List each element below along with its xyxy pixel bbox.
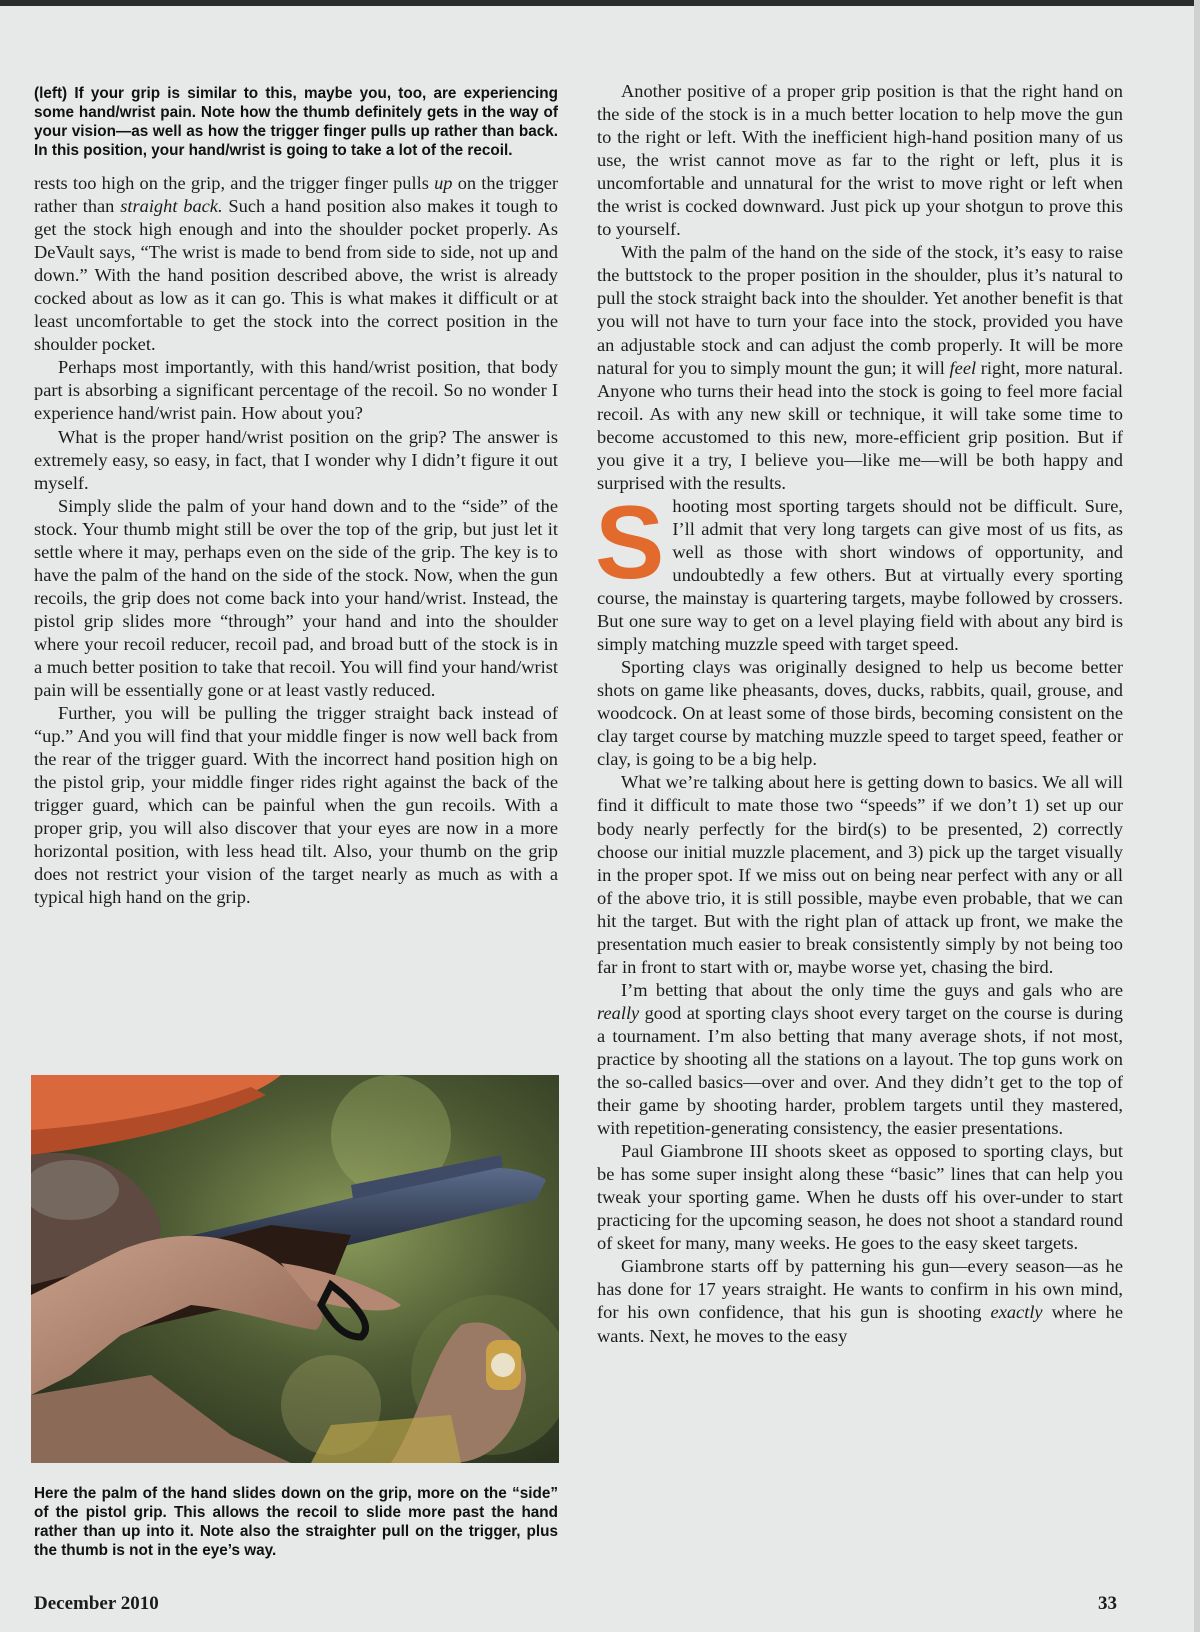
right-paragraph-6: I’m betting that about the only time the guys and gals who are really good at sporting clays shoot every target on the course is during a tournament. I’m also betting that many average shots, if not most, practice by shooting all the stations on a layout. The top guns work on the so-called basics—over and over. And they didn’t get to the top of their game by shooting harder, problem targets until they mastered, with repetition-generating consistency, the easier presentations. [597,979,1123,1139]
left-column-body [34,172,558,910]
left-paragraph-4: Simply slide the palm of your hand down and to the “side” of the stock. Your thumb might still be over the top of the grip, but just let it settle where it may, perhaps even on the side of the grip. The key is to have the palm of the hand on the side of the stock. Now, when the gun recoils, the grip does not come back into your hand/wrist. Instead, the pistol grip slides more “through” your hand and into the shoulder where your recoil reducer, recoil pad, and broad butt of the stock is in a much better position to take that recoil. You will find your hand/wrist pain will be essentially gone or at least vastly reduced. [34,495,558,701]
left-paragraph-5: Further, you will be pulling the trigger straight back instead of “up.” And you will find that your middle finger is now well back from the rear of the trigger guard. With the incorrect hand position high on the pistol grip, your middle finger rides right against the back of the trigger guard, which can be painful when the gun recoils. With a proper grip, you will also discover that your eyes are now in a more horizontal position, with less head tilt. Also, your thumb on the grip does not restrict your vision of the target nearly as much as with a typical high hand on the grip. [34,703,558,908]
right-paragraph-1: Another positive of a proper grip position is that the right hand on the side of the stock is in a much better location to help move the gun to the right or left. With the inefficient high-hand position many of us use, the wrist cannot move as far to the right or left, plus it is uncomfortable and unnatural for the wrist to move right or left when the wrist is cocked downward. Just pick up your shotgun to prove this to yourself. [597,81,1123,240]
right-paragraph-5: What we’re talking about here is getting down to basics. We all will find it difficult to mate those two “speeds” if we don’t 1) set up our body nearly perfectly for the bird(s) to be presented, 2) correctly choose our initial muzzle placement, and 3) pick up the target visually in the proper spot. If we miss out on being near perfect with any or all of the above trio, it is still possible, maybe even probable, that we can hit the target. But with the right plan of attack up front, we make the presentation much easier to break consistently simply by not being too far in front to start with or, maybe worse yet, chasing the bird. [597,772,1123,977]
page-top-edge [0,0,1200,6]
right-paragraph-4: Sporting clays was originally designed to help us become better shots on game like pheasants, doves, ducks, rabbits, quail, grouse, and woodcock. On at least some of those birds, becoming consistent on the clay target course by matching muzzle speed to target speed, feather or clay, is going to be a big help. [597,657,1123,770]
right-paragraph-2: With the palm of the hand on the side of the stock, it’s easy to raise the buttstock to the proper position in the shoulder, plus it’s natural to pull the stock straight back into the shoulder. Yet another benefit is that you will not have to turn your face into the stock, provided you have an adjustable stock and can adjust the comb properly. It will be more natural for you to simply mount the gun; it will feel right, more natural. Anyone who turns their head into the stock is going to feel more facial recoil. As with any new skill or technique, it will take some time to become accustomed to this new, more-efficient grip position. But if you give it a try, I believe you—like me—will be both happy and surprised with the results. [597,242,1123,493]
right-paragraph-7: Paul Giambrone III shoots skeet as opposed to sporting clays, but be has some super insight along these “basic” lines that can help you tweak your sporting game. When he dusts off his over-under to start practicing for the upcoming season, he does not shoot a standard round of skeet for many, many weeks. He goes to the easy skeet targets. [597,1141,1123,1254]
issue-date: December 2010 [34,1593,159,1614]
left-paragraph-1: rests too high on the grip, and the trigger finger pulls up on the trigger rather than straight back. Such a hand position also makes it tough to get the stock high enough and into the shoulder pocket properly. As DeVault says, “The wrist is made to bend from side to side, not up and down.” With the hand position described above, the wrist is already cocked about as low as it can go. This is what makes it difficult or at least uncomfortable to get the stock into the correct position in the shoulder pocket. [34,173,559,355]
page-right-edge [1194,0,1200,1632]
right-column-body [597,80,1123,1348]
photo-caption-bottom: Here the palm of the hand slides down on the grip, more on the “side” of the pistol grip. This allows the recoil to slide more past the hand rather than up into it. Note also the straighter pull on the trigger, plus the thumb is not in the eye’s way. [34,1485,558,1559]
left-paragraph-2: Perhaps most importantly, with this hand/wrist position, that body part is absorbing a significant percentage of the recoil. So no wonder I experience hand/wrist pain. How about you? [34,357,558,424]
section-start [595,484,1123,656]
right-column [597,80,1123,1348]
right-paragraph-3: hooting most sporting targets should not be difficult. Sure, I’ll admit that very long targets can give most of us fits, as well as those with short windows of opportunity, and undoubtedly a few others. But at virtually every sporting course, the mainstay is quartering targets, maybe followed by crossers. But one sure way to get on a level playing field with about any bird is simply matching muzzle speed with target speed. [597,495,1123,655]
right-paragraph-8: Giambrone starts off by patterning his gun—every season—as he has done for 17 years straight. He wants to confirm in his own mind, for his own confidence, that his gun is shooting exactly where he wants. Next, he moves to the easy [597,1256,1123,1346]
left-column [34,84,558,910]
photo-caption-bottom-wrap [34,1484,558,1560]
photo-caption-top: (left) If your grip is similar to this, maybe you, too, are experiencing some hand/wrist pain. Note how the thumb definitely gets in the way of your vision—as well as how the trigger finger pulls up rather than back. In this position, your hand/wrist is going to take a lot of the recoil. [34,85,558,159]
page-number: 33 [1098,1593,1117,1614]
shotgun-grip-photo [31,1075,559,1463]
left-paragraph-3: What is the proper hand/wrist position on the grip? The answer is extremely easy, so easy, in fact, that I wonder why I didn’t figure it out myself. [34,426,558,493]
drop-cap-letter: S [595,484,665,601]
photo-illustration [31,1075,559,1463]
